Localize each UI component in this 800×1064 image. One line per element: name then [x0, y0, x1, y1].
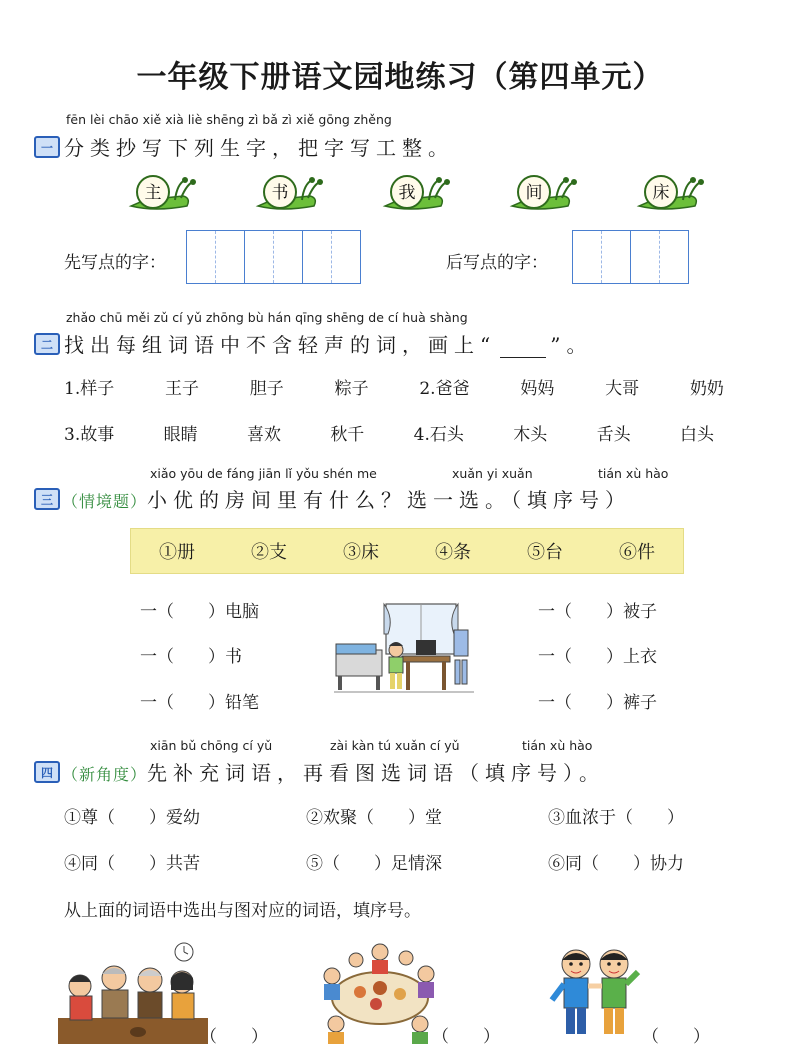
fill-blank-item[interactable]: 一（ ）上衣 — [538, 647, 657, 667]
family-respect-picture — [58, 938, 208, 1048]
writing-grid-dot-first[interactable] — [186, 230, 361, 284]
word-item[interactable]: 3.故事 — [64, 425, 115, 445]
option-item: ③床 — [343, 542, 379, 563]
fill-blank-item[interactable]: 一（ ）书 — [140, 647, 242, 667]
section3-pinyin-c: tián xù hào — [598, 466, 669, 481]
idiom-item[interactable]: ⑥同（ ）协力 — [548, 854, 684, 874]
fill-blank-item[interactable]: 一（ ）被子 — [538, 602, 657, 622]
bedroom-illustration — [334, 600, 474, 696]
snail-char-label: 我 — [398, 183, 416, 203]
page-title: 一年级下册语文园地练习（第四单元） — [136, 60, 664, 95]
section1-pinyin: fēn lèi chāo xiě xià liè shēng zì bǎ zì xiě gōng zhěng — [66, 112, 392, 127]
word-item[interactable]: 眼睛 — [163, 425, 198, 445]
word-item[interactable]: 妈妈 — [520, 379, 555, 399]
section2-number-icon: 二 — [34, 333, 60, 355]
section4-pinyin-b: zài kàn tú xuǎn cí yǔ — [330, 738, 460, 753]
writing-grid-dot-last[interactable] — [572, 230, 689, 284]
section2-question — [64, 329, 592, 358]
idiom-item[interactable]: ④同（ ）共苦 — [64, 854, 200, 874]
section4-pinyin-a: xiān bǔ chōng cí yǔ — [150, 738, 273, 753]
word-item[interactable]: 粽子 — [334, 379, 369, 399]
idiom-item[interactable]: ③血浓于（ ） — [548, 808, 684, 828]
fill-blank-item[interactable]: 一（ ）电脑 — [140, 602, 259, 622]
word-item[interactable]: 舌头 — [596, 425, 631, 445]
idiom-item[interactable]: ⑤（ ）足情深 — [306, 854, 442, 874]
word-item[interactable]: 王子 — [165, 379, 200, 399]
section1-question: 分类抄写下列生字，把字写工整。 — [64, 136, 454, 160]
two-boys-picture — [548, 944, 644, 1048]
option-item: ⑥件 — [619, 542, 655, 563]
snail-char-label: 主 — [144, 183, 162, 203]
snail-char-chuang — [633, 172, 705, 212]
word-item[interactable]: 白头 — [679, 425, 714, 445]
section3-question-line — [62, 484, 631, 513]
underline-blank — [500, 357, 546, 358]
word-item[interactable]: 大哥 — [605, 379, 640, 399]
answer-blank-1[interactable]: （ ） — [200, 1027, 268, 1047]
section4-pinyin-c: tián xù hào — [522, 738, 593, 753]
option-item: ⑤台 — [527, 542, 563, 563]
section4-instruction: 从上面的词语中选出与图对应的词语，填序号。 — [64, 901, 421, 921]
section3-question: 小优的房间里有什么？选一选。（填序号） — [147, 488, 632, 512]
option-item: ②支 — [251, 542, 287, 563]
fill-blank-item[interactable]: 一（ ）裤子 — [538, 693, 657, 713]
snail-char-shu — [252, 172, 324, 212]
section2-question-b: ”。 — [550, 333, 593, 357]
word-item[interactable]: 秋千 — [330, 425, 365, 445]
answer-blank-2[interactable]: （ ） — [432, 1027, 500, 1047]
section4-question: 先补充词语，再看图选词语（填序号）。 — [147, 761, 606, 785]
section3-pinyin-b: xuǎn yi xuǎn — [452, 466, 533, 481]
word-item[interactable]: 胆子 — [249, 379, 284, 399]
word-item[interactable]: 2.爸爸 — [419, 379, 470, 399]
label-dot-first: 先写点的字： — [64, 253, 166, 273]
option-item: ④条 — [435, 542, 471, 563]
answer-blank-3[interactable]: （ ） — [642, 1027, 710, 1047]
snail-char-zhu — [125, 172, 197, 212]
idiom-item[interactable]: ①尊（ ）爱幼 — [64, 808, 200, 828]
section3-number-icon: 三 — [34, 488, 60, 510]
snail-char-label: 间 — [525, 183, 543, 203]
word-item[interactable]: 4.石头 — [413, 425, 464, 445]
word-group-row-1 — [64, 374, 724, 399]
idiom-item[interactable]: ②欢聚（ ）堂 — [306, 808, 442, 828]
section1-number-icon: 一 — [34, 136, 60, 158]
section2-question-a: 找出每组词语中不含轻声的词，画上“ — [64, 333, 497, 357]
section4-tag: （新角度） — [62, 765, 148, 784]
snail-char-label: 床 — [652, 183, 670, 203]
word-item[interactable]: 木头 — [513, 425, 548, 445]
label-dot-last: 后写点的字： — [446, 253, 548, 273]
section4-number-icon: 四 — [34, 761, 60, 783]
word-group-row-2 — [64, 420, 714, 445]
family-reunion-picture — [316, 940, 444, 1046]
section2-pinyin: zhǎo chū měi zǔ cí yǔ zhōng bù hán qīng shēng de cí huà shàng — [66, 310, 468, 325]
snail-row — [125, 172, 705, 220]
section3-pinyin-a: xiǎo yōu de fáng jiān lǐ yǒu shén me — [150, 466, 377, 481]
word-item[interactable]: 奶奶 — [689, 379, 724, 399]
snail-char-jian — [506, 172, 578, 212]
fill-blank-item[interactable]: 一（ ）铅笔 — [140, 693, 259, 713]
section4-question-line — [62, 757, 605, 786]
word-item[interactable]: 1.样子 — [64, 379, 115, 399]
option-item: ①册 — [159, 542, 195, 563]
section3-tag: （情境题） — [62, 492, 148, 511]
snail-char-label: 书 — [271, 183, 289, 203]
word-item[interactable]: 喜欢 — [246, 425, 281, 445]
snail-char-wo — [379, 172, 451, 212]
measure-word-options-box — [130, 528, 684, 574]
